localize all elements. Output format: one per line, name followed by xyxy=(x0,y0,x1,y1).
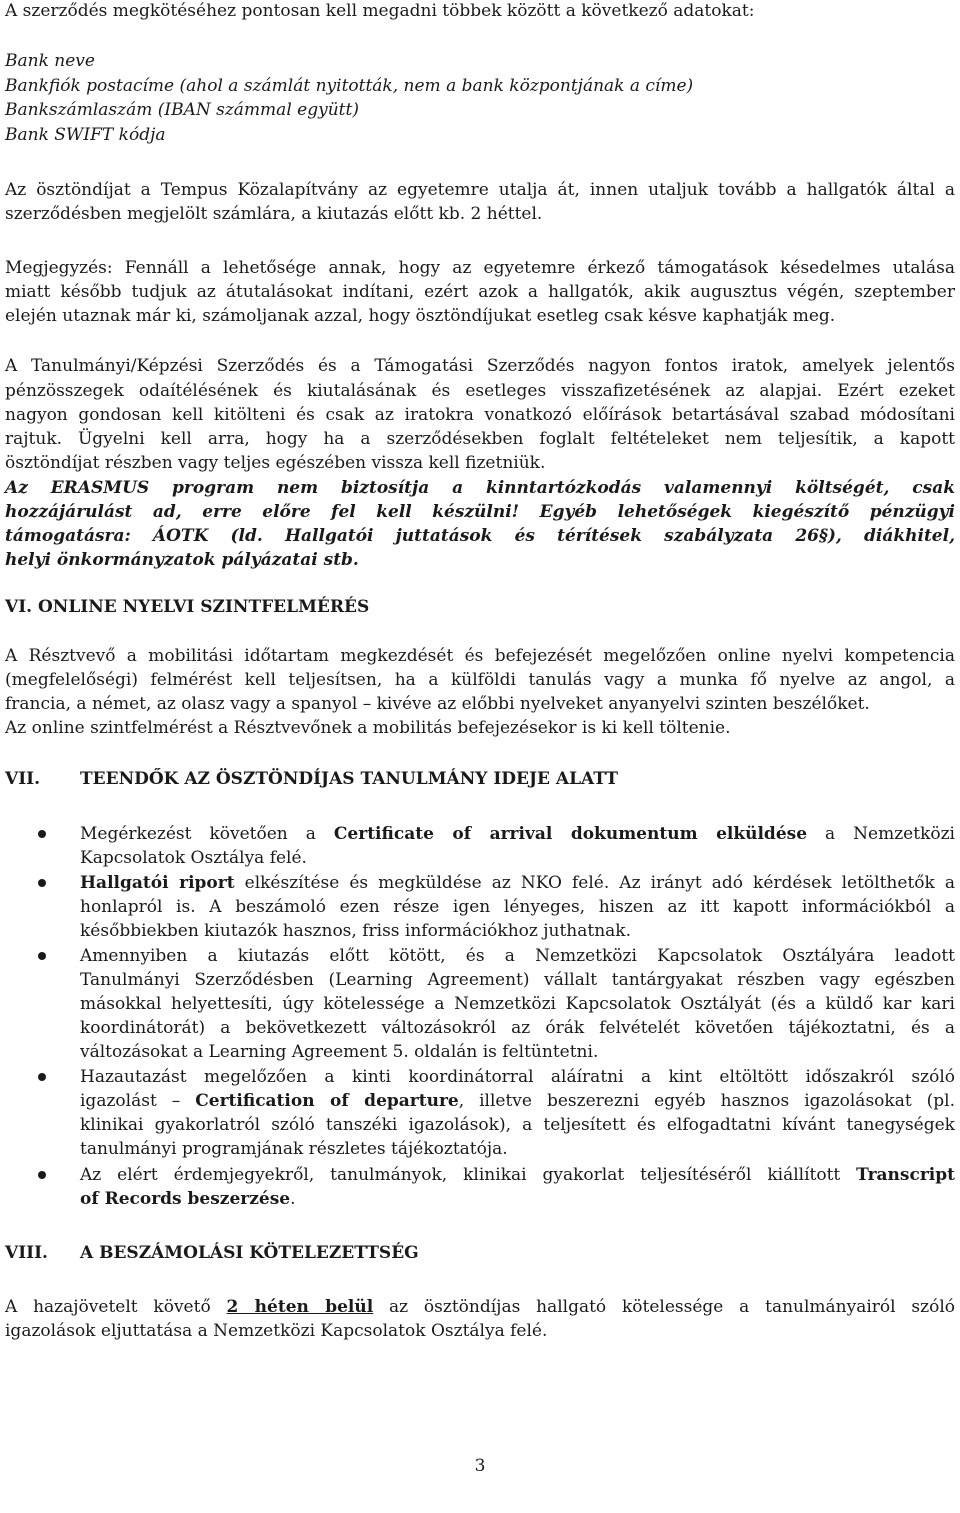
bank-item-address: Bankfiók postacíme (ahol a számlát nyitották, nem a bank központjának a címe) xyxy=(5,76,694,96)
section-vi-text-line: A Résztvevő a mobilitási időtartam megkezdését és befejezését megelőzően online nyelvi kompetencia xyxy=(5,646,955,666)
list-item-line: honlapról is. A beszámoló ezen része igen lényeges, hiszen az itt kapott információkból a xyxy=(80,897,955,917)
contract-text-line: nagyon gondosan kell kitölteni és csak az iratokra vonatkozó előírások betartásával szabad módosítani xyxy=(5,405,955,425)
page-number: 3 xyxy=(474,1456,486,1476)
note-text-line: miatt később tudjuk az átutalásokat indítani, ezért azok a hallgatók, akik augusztus végén, szeptember xyxy=(5,282,955,302)
section-vii-number: VII. xyxy=(5,769,41,789)
list-text: a Nemzetközi xyxy=(807,824,955,844)
list-text-bold: Certificate of arrival dokumentum elküldése xyxy=(333,824,808,844)
contract-text-line: A Tanulmányi/Képzési Szerződés és a Támogatási Szerződés nagyon fontos iratok, amelyek jelentős xyxy=(5,356,955,376)
list-text-bold: Hallgatói riport xyxy=(80,873,235,893)
list-item-line xyxy=(80,823,955,845)
section-vi-title: VI. ONLINE NYELVI SZINTFELMÉRÉS xyxy=(5,597,370,617)
bank-item-swift: Bank SWIFT kódja xyxy=(5,125,166,145)
section-viii-text-line xyxy=(5,1296,955,1318)
list-item-line: Hazautazást megelőzően a kinti koordinátorral aláíratni a kint eltöltött időszakról szóló xyxy=(80,1067,955,1087)
erasmus-warning-line: támogatásra: ÁOTK (ld. Hallgatói juttatások és térítések szabályzata 26§), diákhitel, xyxy=(5,526,955,546)
bank-item-account: Bankszámlaszám (IBAN számmal együtt) xyxy=(5,100,359,120)
list-item-line xyxy=(80,1164,955,1186)
list-text-bold: Certification of departure xyxy=(195,1091,459,1111)
section-vi-text-line: (megfelelőségi) felmérést kell teljesítsen, ha a külföldi tanulás vagy a munka fő nyelve az angol, a xyxy=(5,670,955,690)
transfer-text-line: Az ösztöndíjat a Tempus Közalapítvány az egyetemre utalja át, innen utaljuk tovább a hallgatók által a xyxy=(5,180,955,200)
list-text: . xyxy=(290,1189,296,1209)
intro-text: A szerződés megkötéséhez pontosan kell megadni többek között a következő adatokat: xyxy=(5,1,755,21)
contract-text-line: rajtuk. Ügyelni kell arra, hogy ha a szerződésekben foglalt feltételeket nem teljesítik, a kapott xyxy=(5,429,955,449)
section-vi-text-line: Az online szintfelmérést a Résztvevőnek a mobilitás befejezésekor is ki kell töltenie. xyxy=(5,718,731,738)
contract-text-line: pénzösszegek odaítélésének és kiutalásának és esetleges visszafizetésének az alapjai. Ezért ezeket xyxy=(5,381,955,401)
bullet-icon xyxy=(38,1171,46,1179)
section-viii-text: az ösztöndíjas hallgató kötelessége a tanulmányairól szóló xyxy=(373,1297,956,1317)
list-text: Az elért érdemjegyekről, tanulmányok, klinikai gyakorlat teljesítéséről kiállított xyxy=(80,1165,857,1185)
bullet-icon xyxy=(38,952,46,960)
list-item-line: másokkal helyettesíti, úgy kötelessége a Nemzetközi Kapcsolatok Osztályát (és a küldő kar kari xyxy=(80,994,955,1014)
erasmus-warning-line: Az ERASMUS program nem biztosítja a kinntartózkodás valamennyi költségét, csak xyxy=(5,478,955,498)
section-viii-text-line: igazolások eljuttatása a Nemzetközi Kapcsolatok Osztálya felé. xyxy=(5,1321,548,1341)
list-item-line: tanulmányi programjának részletes tájékoztatója. xyxy=(80,1139,508,1159)
list-item-line xyxy=(80,1090,955,1112)
erasmus-warning-line: hozzájárulást ad, erre előre fel kell készülni! Egyéb lehetőségek kiegészítő pénzügyi xyxy=(5,502,955,522)
list-item-line: későbbiekben kiutazók hasznos, friss információkhoz juthatnak. xyxy=(80,921,632,941)
bank-item-name: Bank neve xyxy=(5,51,95,71)
section-viii-number: VIII. xyxy=(5,1243,48,1263)
list-item-line xyxy=(80,1188,955,1210)
list-item-line: változásokat a Learning Agreement 5. oldalán is feltüntetni. xyxy=(80,1042,599,1062)
bullet-icon xyxy=(38,830,46,838)
section-vii-title: TEENDŐK AZ ÖSZTÖNDÍJAS TANULMÁNY IDEJE ALATT xyxy=(80,769,618,789)
list-item-line xyxy=(80,872,955,894)
note-text-line: elején utaznak már ki, számoljanak azzal, hogy ösztöndíjukat esetleg csak késve kaphatják meg. xyxy=(5,306,836,326)
list-item-line: Kapcsolatok Osztálya felé. xyxy=(80,848,307,868)
note-text-line: Megjegyzés: Fennáll a lehetősége annak, hogy az egyetemre érkező támogatások késedelmes utalása xyxy=(5,258,955,278)
bullet-icon xyxy=(38,1073,46,1081)
section-vi-text-line: francia, a német, az olasz vagy a spanyol – kivéve az előbbi nyelveket anyanyelvi szinten beszélőket. xyxy=(5,694,870,714)
list-text: elkészítése és megküldése az NKO felé. Az irányt adó kérdések letölthetők a xyxy=(234,873,956,893)
list-text: igazolást – xyxy=(80,1091,196,1111)
section-viii-text: A hazajövetelt követő xyxy=(5,1297,227,1317)
list-text-bold: of Records beszerzése xyxy=(80,1189,291,1209)
list-item-line: klinikai gyakorlatról szóló tanszéki igazolások), a teljesített és elfogadtatni kívánt tanegységek xyxy=(80,1115,955,1135)
deadline-text: 2 héten belül xyxy=(226,1297,374,1317)
list-text: , illetve beszerezni egyéb hasznos igazolásokat (pl. xyxy=(458,1091,955,1111)
list-item-line: Amennyiben a kiutazás előtt kötött, és a Nemzetközi Kapcsolatok Osztályára leadott xyxy=(80,946,955,966)
list-item-line: Tanulmányi Szerződésben (Learning Agreement) vállalt tantárgyakat részben vagy egészben xyxy=(80,970,955,990)
transfer-text-line: szerződésben megjelölt számlára, a kiutazás előtt kb. 2 héttel. xyxy=(5,204,543,224)
contract-text-line: ösztöndíjat részben vagy teljes egészében vissza kell fizetniük. xyxy=(5,453,546,473)
list-text-bold: Transcript xyxy=(856,1165,955,1185)
section-viii-title: A BESZÁMOLÁSI KÖTELEZETTSÉG xyxy=(80,1243,419,1263)
bullet-icon xyxy=(38,879,46,887)
erasmus-warning-line: helyi önkormányzatok pályázatai stb. xyxy=(5,550,359,570)
list-text: Megérkezést követően a xyxy=(80,824,334,844)
list-item-line: koordinátorát) a bekövetkezett változásokról az órák felvételét követően tájékoztatni, és a xyxy=(80,1018,955,1038)
